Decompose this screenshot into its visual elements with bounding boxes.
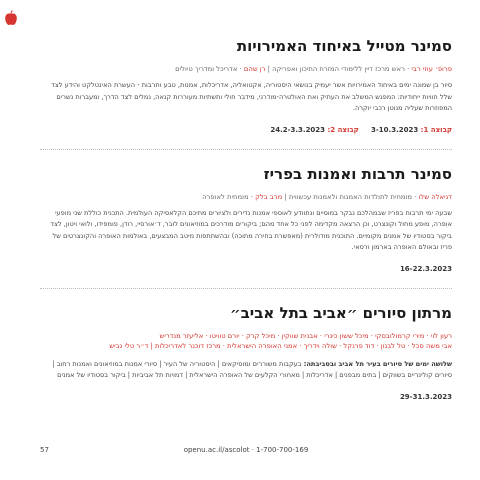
main-content (40, 36, 452, 402)
body-text: בעקבות משוררים ומוסיקאים | היסטוריה של העיר | סיורי אמנות במוזיאונים ואמנות רחוב | סיורים קולינריים בשווקים | בתים מבפנים | אדריכלות | מאחורי הקלעים של האופרה הישראלית | דמויות תל אביביות | ביקור בסטודיו של אמנים (52, 359, 452, 379)
apple-logo-icon (4, 10, 18, 26)
group2-label: קבוצה 2: (327, 125, 359, 134)
lecturer-description: · מומחית לתולדות האמנות ולאמנות עכשווית (288, 192, 417, 201)
section-title: סמינר תרבות ואמנות בפריז (263, 164, 452, 183)
section-dates: 29-31.3.2023 (399, 392, 452, 401)
guides-line: רעון לוי · מירי קרמולובסקי · מיכל ששון כינרי · אבנית שווקין · מיכל קרק · יורם טוויטו · אליעזר מנדריש (159, 331, 452, 340)
section-title: סמינר מטייל באיחוד האמירויות (236, 37, 452, 55)
section-body (40, 359, 452, 382)
page-number: 57 (40, 446, 49, 454)
section-body: סיור בן שמונה ימים באיחוד האמירויות אשר יעמיק בנושאי היסטוריה, אקטואליה, אדריכלות, אמנות, טבע ותרבות - העשרת האינטלקט והידע לצד שלל חוויות ייחודיות: המפגש המשלב את העתיק ואת האולטרה-מודרני, מידבר חולי ותשתיות מעוררות קנאה, נמלים לצד הדרך, ומעברות נשרים המפוזרות שעליה מנוטן רכבי יוקרה. (51, 81, 452, 112)
page-footer (40, 446, 452, 458)
group2-dates: 24.2-3.3.2023 (270, 125, 326, 134)
group1-label: קבוצה 1: (420, 125, 452, 134)
guides-line: אבי משה סכל · טל לבנון · דוד פרנקל · שולה וידריך · אמני האופרה הישראלית · מרכז דוכנר לאדריכלות | ד״ר טלי נביש (109, 341, 452, 350)
section-divider (40, 149, 452, 150)
section-dates: 16-22.3.2023 (399, 264, 452, 273)
guide-description: · אדריכל ומדריך טיולים (175, 65, 242, 73)
footer-contact: openu.ac.il/ascolot · 1-700-700-169 (183, 446, 309, 454)
section-title: מרתון סיורים ״אביב בתל אביב״ (229, 303, 452, 322)
section-paris-seminar (40, 164, 452, 274)
section-people (40, 64, 452, 74)
guide-description: · מומחית לאופרה (202, 192, 253, 201)
section-dates (40, 125, 452, 135)
section-body: שבעה ימי תרבות בפריז שבמהלכם נבקר במוסיים ונתוודע לאוספי אמנות נדירים ולציורים מתיכם הקלאסיקה העולמית. התכנית כוללת שני מופעי אופרה, מופע מחול וקונצרט, וכן הרצאה מקדימה לפני כל אחד מהם; ביקורים מודרכים במוזיאונים לובר, ד׳אורסיי, רודן, פומפידו, ולואי ויטון, לצד ביקור בסטודיו של אמנים מקומיים. התוכנית מודולרית (מאפשרת בחירה מתוכה) ובהשתתפות מיטב המבצעים, באולמות האופרה והקונצרטים של פריז ובאולם האופרה בארמון ורסאי. (50, 208, 452, 251)
group1-dates: 3-10.3.2023 (371, 125, 419, 134)
separator: | (282, 192, 287, 201)
lecturer-name: דניאלה שלו (418, 192, 452, 201)
section-people (40, 192, 452, 202)
guide-name: מרב בלק (255, 192, 283, 201)
lecturer-name: פרופ׳ עוזי רבי (411, 65, 452, 73)
guide-name: רן שהם (243, 65, 266, 73)
section-divider (40, 288, 452, 289)
body-lead: שלושה ימים של סיורים בעיר תל אביב ובסביבתה: (303, 359, 452, 368)
separator: | (265, 65, 270, 73)
section-tel-aviv-tours (40, 303, 452, 402)
section-guides (40, 331, 452, 351)
section-emirates-seminar (40, 36, 452, 135)
lecturer-description: · ראש מרכז דיין ללימודי המזרח התיכון ואפריקה (272, 65, 410, 73)
